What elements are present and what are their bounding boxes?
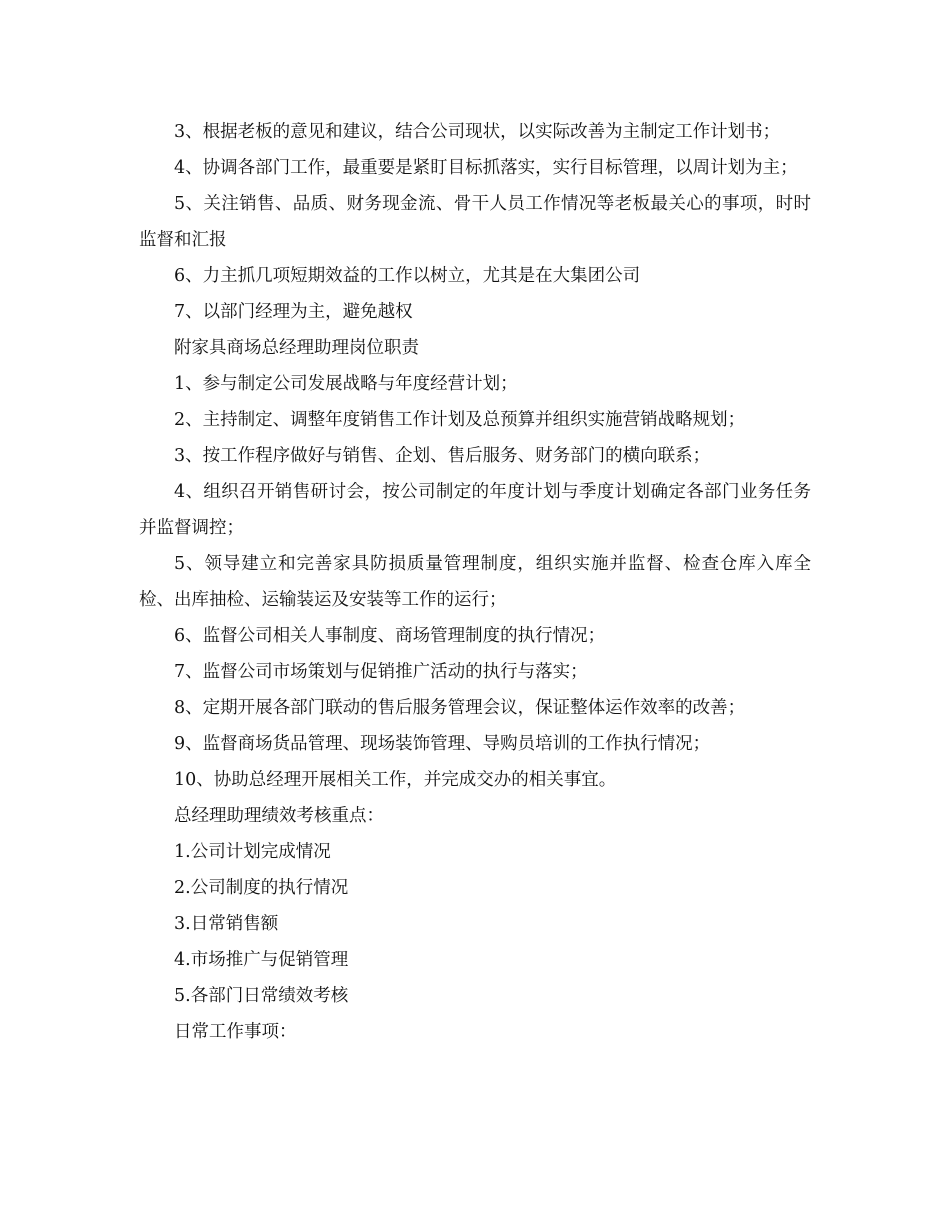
paragraph-duty-5: 5、关注销售、品质、财务现金流、骨干人员工作情况等老板最关心的事项，时时监督和汇报 (139, 194, 811, 250)
section-heading-daily-tasks: 日常工作事项： (174, 1022, 297, 1042)
kpi-item-2: 2.公司制度的执行情况 (174, 878, 349, 898)
paragraph-job-duty-7: 7、监督公司市场策划与促销推广活动的执行与落实； (174, 662, 588, 682)
paragraph-job-duty-9: 9、监督商场货品管理、现场装饰管理、导购员培训的工作执行情况； (174, 734, 711, 754)
paragraph-job-duty-2: 2、主持制定、调整年度销售工作计划及总预算并组织实施营销战略规划； (174, 410, 746, 430)
kpi-item-5: 5.各部门日常绩效考核 (174, 986, 349, 1006)
section-heading-kpi: 总经理助理绩效考核重点： (174, 806, 384, 826)
paragraph-duty-4: 4、协调各部门工作，最重要是紧盯目标抓落实，实行目标管理，以周计划为主； (174, 158, 798, 178)
paragraph-job-duty-5: 5、领导建立和完善家具防损质量管理制度，组织实施并监督、检查仓库入库全检、出库抽检、运输装运及安装等工作的运行； (139, 554, 811, 610)
kpi-item-3: 3.日常销售额 (174, 914, 279, 934)
kpi-item-4: 4.市场推广与促销管理 (174, 950, 349, 970)
paragraph-job-duty-10: 10、协助总经理开展相关工作，并完成交办的相关事宜。 (174, 770, 617, 790)
paragraph-job-duty-4: 4、组织召开销售研讨会，按公司制定的年度计划与季度计划确定各部门业务任务并监督调控； (139, 482, 811, 538)
paragraph-duty-7: 7、以部门经理为主，避免越权 (174, 302, 413, 322)
paragraph-job-duty-1: 1、参与制定公司发展战略与年度经营计划； (174, 374, 518, 394)
document-body (139, 114, 811, 1050)
paragraph-duty-3: 3、根据老板的意见和建议，结合公司现状，以实际改善为主制定工作计划书； (174, 122, 781, 142)
paragraph-job-duty-3: 3、按工作程序做好与销售、企划、售后服务、财务部门的横向联系； (174, 446, 711, 466)
paragraph-job-duty-6: 6、监督公司相关人事制度、商场管理制度的执行情况； (174, 626, 606, 646)
section-heading-job-duties: 附家具商场总经理助理岗位职责 (174, 338, 419, 358)
paragraph-duty-6: 6、力主抓几项短期效益的工作以树立，尤其是在大集团公司 (174, 266, 641, 286)
kpi-item-1: 1.公司计划完成情况 (174, 842, 331, 862)
paragraph-job-duty-8: 8、定期开展各部门联动的售后服务管理会议，保证整体运作效率的改善； (174, 698, 746, 718)
